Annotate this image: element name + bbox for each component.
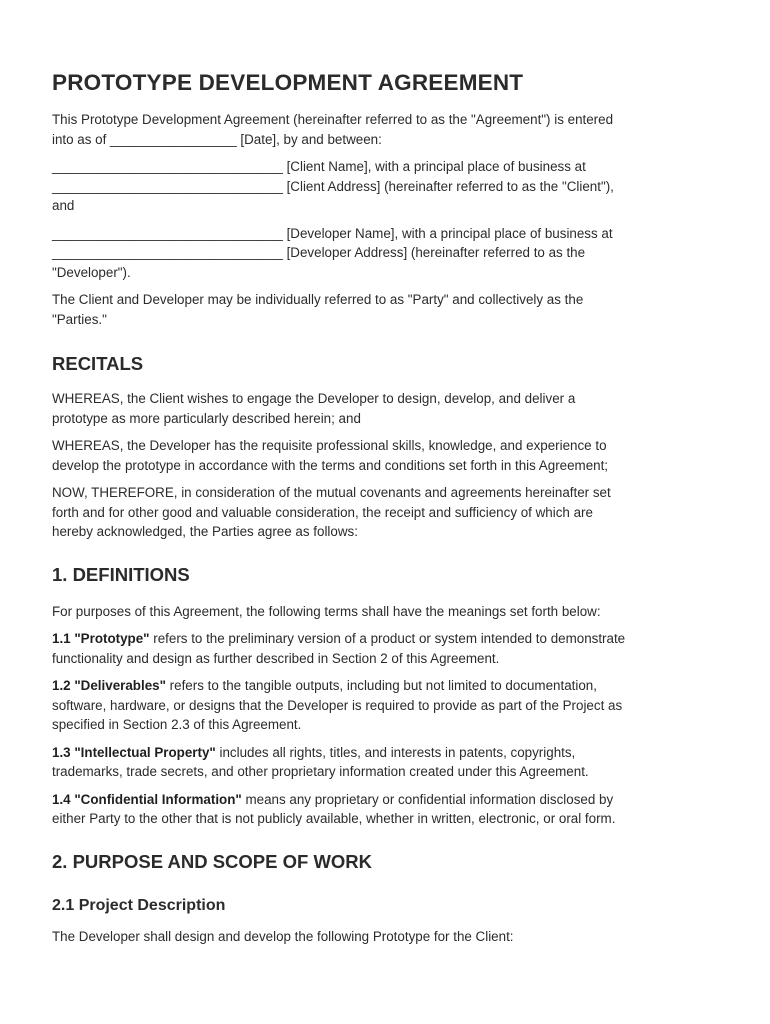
definition-deliverables-line-3: specified in Section 2.3 of this Agreement. xyxy=(52,717,302,732)
document-title: PROTOTYPE DEVELOPMENT AGREEMENT xyxy=(52,70,524,95)
now-line-1: NOW, THEREFORE, in consideration of the mutual covenants and agreements hereinafter set xyxy=(52,485,611,500)
definition-deliverables xyxy=(52,676,722,735)
client-line-2: _______________________________ [Client Address] (hereinafter referred to as the "Client"), xyxy=(52,178,614,194)
whereas-1-line-2: prototype as more particularly described herein; and xyxy=(52,410,361,426)
client-line-1: _______________________________ [Client Name], with a principal place of business at xyxy=(52,159,586,174)
whereas-1-line-1: WHEREAS, the Client wishes to engage the Developer to design, develop, and deliver a xyxy=(52,391,576,406)
definitions-heading: 1. DEFINITIONS xyxy=(52,563,190,585)
now-line-3: hereby acknowledged, the Parties agree as follows: xyxy=(52,524,358,539)
whereas-1-paragraph xyxy=(52,389,722,428)
definition-prototype-line-1: refers to the preliminary version of a product or system intended to demonstrate xyxy=(149,631,626,646)
definition-term-prototype: 1.1 "Prototype" xyxy=(52,631,150,646)
definition-term-deliverables: 1.2 "Deliverables" xyxy=(52,678,166,693)
definition-ci-line-2: either Party to the other that is not publicly available, whether in written, electronic, or oral form. xyxy=(52,811,616,826)
intro-line-2: into as of _________________ [Date], by and between: xyxy=(52,131,382,147)
definition-deliverables-line-1: refers to the tangible outputs, including but not limited to documentation, xyxy=(165,678,597,693)
definition-confidential-information xyxy=(52,790,722,829)
client-line-3: and xyxy=(52,198,75,213)
purpose-heading: 2. PURPOSE AND SCOPE OF WORK xyxy=(52,850,373,872)
client-paragraph xyxy=(52,157,722,216)
definition-term-intellectual-property: 1.3 "Intellectual Property" xyxy=(52,744,216,760)
project-description-text: The Developer shall design and develop the following Prototype for the Client: xyxy=(52,928,514,944)
whereas-2-paragraph xyxy=(52,436,722,475)
definition-ip-line-2: trademarks, trade secrets, and other proprietary information created under this Agreement. xyxy=(52,764,589,779)
now-line-2: forth and for other good and valuable consideration, the receipt and sufficiency of which are xyxy=(52,504,593,520)
definition-term-confidential-information: 1.4 "Confidential Information" xyxy=(52,791,242,807)
intro-paragraph xyxy=(52,110,722,149)
parties-line-2: "Parties." xyxy=(52,311,107,327)
now-therefore-paragraph xyxy=(52,483,722,542)
recitals-heading: RECITALS xyxy=(52,353,144,374)
project-description-heading: 2.1 Project Description xyxy=(52,896,226,914)
definition-ci-line-1: means any proprietary or confidential information disclosed by xyxy=(241,791,614,807)
developer-paragraph xyxy=(52,224,722,283)
parties-line-1: The Client and Developer may be individually referred to as "Party" and collectively as the xyxy=(52,292,584,307)
definition-intellectual-property xyxy=(52,743,722,782)
definitions-intro: For purposes of this Agreement, the following terms shall have the meanings set forth below: xyxy=(52,603,601,619)
developer-line-2: _______________________________ [Developer Address] (hereinafter referred to as the xyxy=(52,245,586,260)
whereas-2-line-1: WHEREAS, the Developer has the requisite professional skills, knowledge, and experience to xyxy=(52,438,607,453)
parties-paragraph xyxy=(52,290,722,329)
intro-line-1: This Prototype Development Agreement (hereinafter referred to as the "Agreement") is entered xyxy=(52,112,614,127)
definition-ip-line-1: includes all rights, titles, and interests in patents, copyrights, xyxy=(215,744,576,760)
definition-prototype xyxy=(52,629,722,668)
definition-deliverables-line-2: software, hardware, or designs that the Developer is required to provide as part of the Project as xyxy=(52,697,623,713)
developer-line-3: "Developer"). xyxy=(52,264,131,280)
whereas-2-line-2: develop the prototype in accordance with the terms and conditions set forth in this Agreement; xyxy=(52,457,609,473)
developer-line-1: _______________________________ [Developer Name], with a principal place of business at xyxy=(52,225,613,241)
definition-prototype-line-2: functionality and design as further described in Section 2 of this Agreement. xyxy=(52,650,500,666)
document-page xyxy=(52,70,722,954)
